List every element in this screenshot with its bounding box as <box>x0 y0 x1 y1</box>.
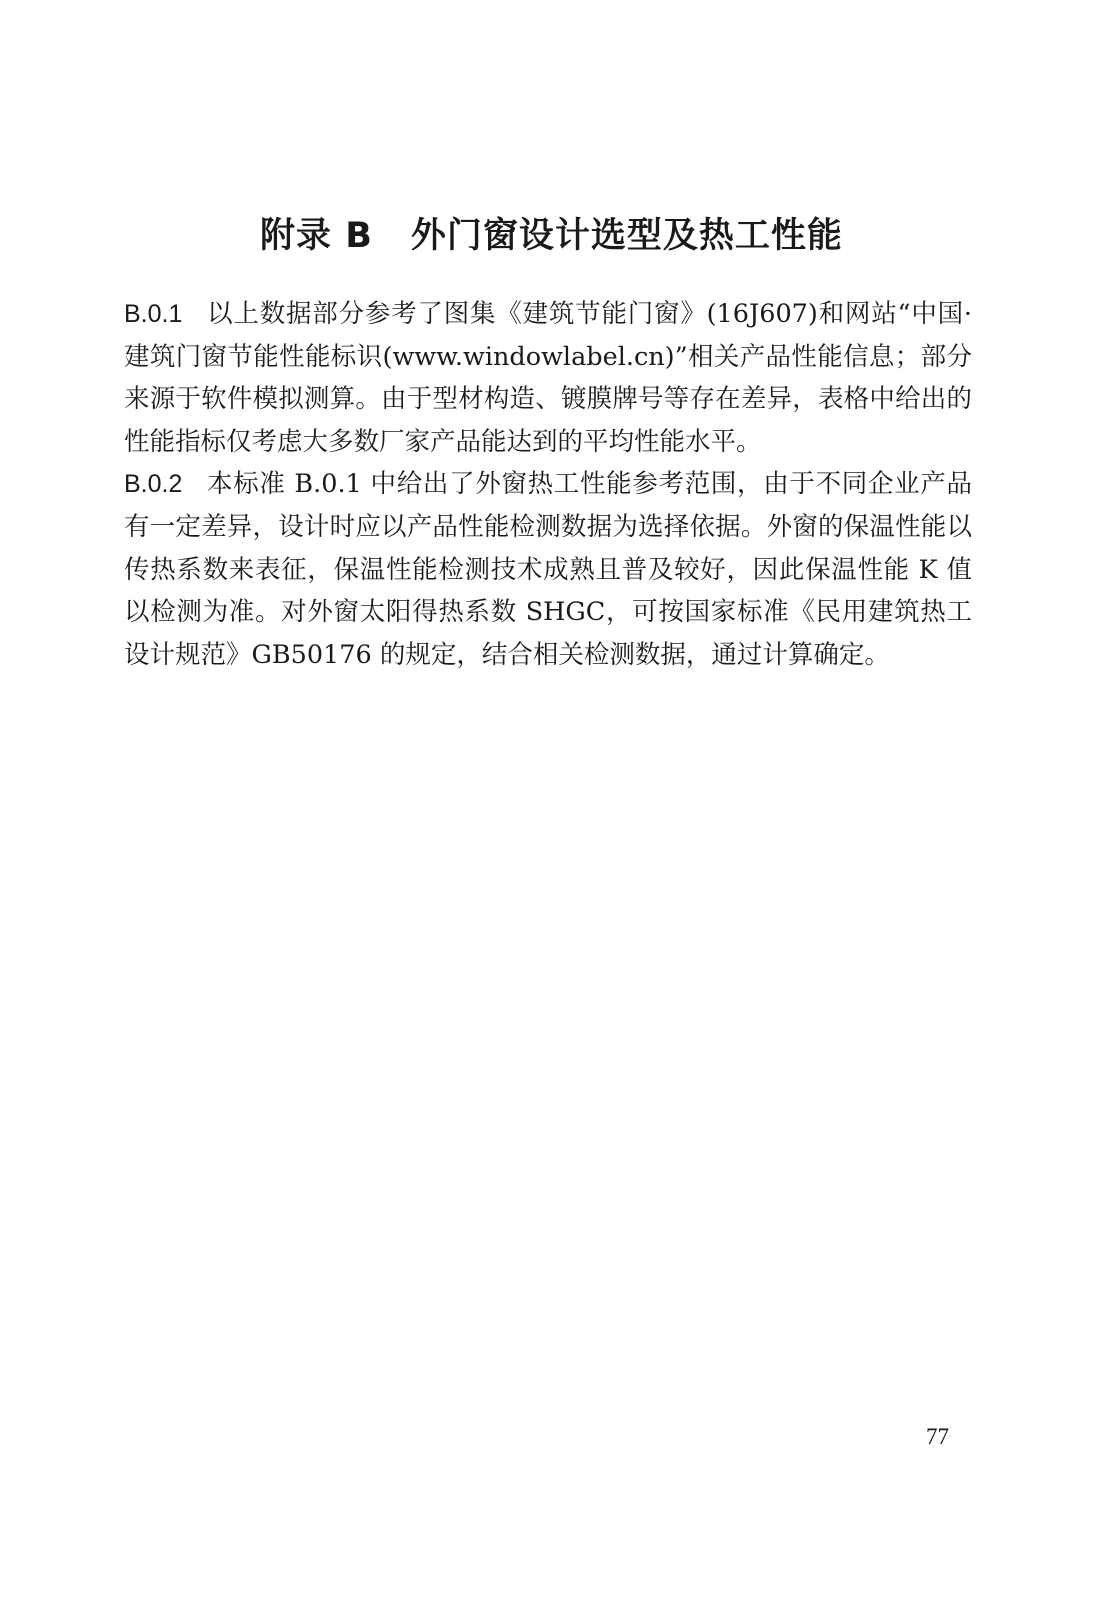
page-number: 77 <box>926 1424 949 1449</box>
clause-b-0-2 <box>124 463 972 676</box>
clause-b-0-1 <box>124 293 972 463</box>
appendix-title <box>0 208 1103 258</box>
clause-text: 本标准 B.0.1 中给出了外窗热工性能参考范围，由于不同企业产品有一定差异，设计时应以产品性能检测数据为选择依据。外窗的保温性能以传热系数来表征，保温性能检测技术成熟且普及较好，因此保温性能 K 值以检测为准。对外窗太阳得热系数 SHGC，可按国家标准《民用建筑热工设计规范》GB50176 的规定，结合相关检测数据，通过计算确定。 <box>124 469 972 670</box>
body-text <box>124 293 972 676</box>
appendix-title-text: 外门窗设计选型及热工性能 <box>410 216 843 256</box>
clause-number: B.0.2 <box>124 470 183 499</box>
clause-number: B.0.1 <box>124 300 183 328</box>
clause-text: 以上数据部分参考了图集《建筑节能门窗》(16J607)和网站“中国·建筑门窗节能性能标识(www.windowlabel.cn)”相关产品性能信息；部分来源于软件模拟测算。由于型材构造、镀膜牌号等存在差异，表格中给出的性能指标仅考虑大多数厂家产品能达到的平均性能水平。 <box>124 299 972 457</box>
appendix-number: 附录 B <box>260 216 373 256</box>
